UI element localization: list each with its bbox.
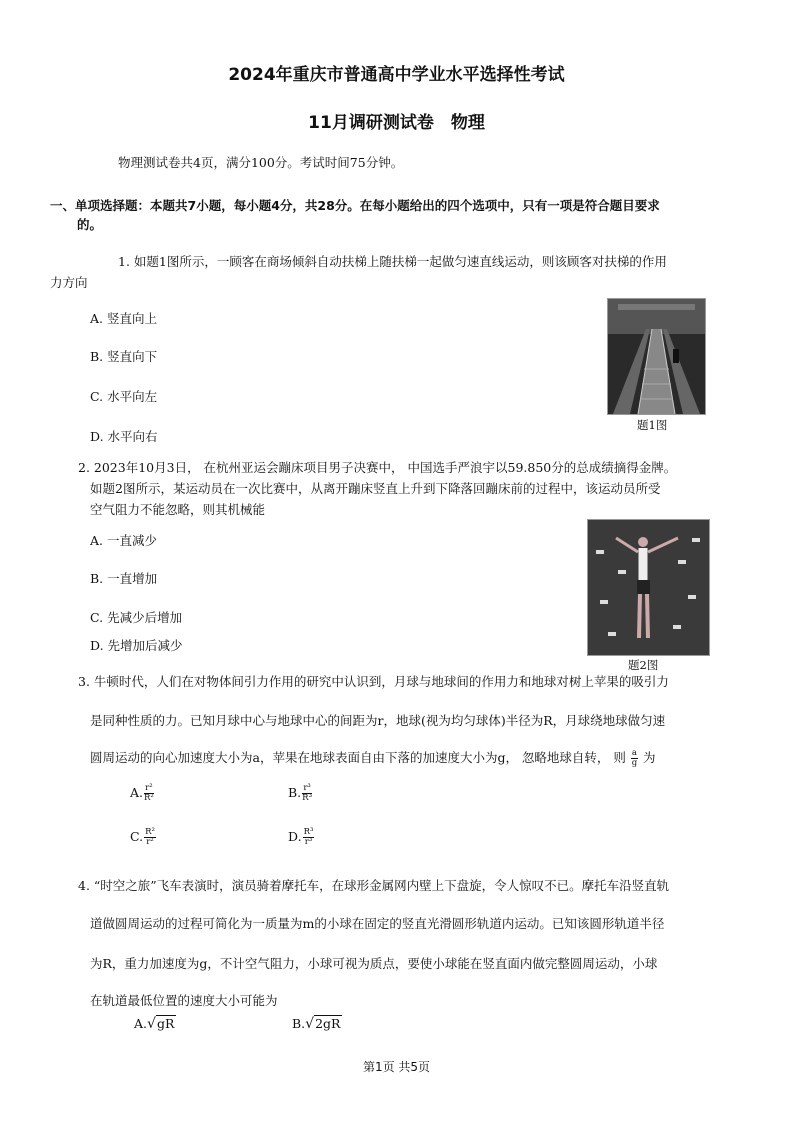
option-label: B. bbox=[292, 1016, 306, 1031]
option-fraction bbox=[144, 828, 156, 847]
q3-stem-text: 圆周运动的向心加速度大小为a，苹果在地球表面自由下落的加速度大小为g， 忽略地球自转， 则 bbox=[90, 750, 626, 765]
section-heading: 一、单项选择题：本题共7小题，每小题4分，共28分。在每小题给出的四个选项中，只有一项是符合题目要求 bbox=[50, 198, 660, 213]
trampoline-image bbox=[588, 520, 709, 655]
option-label: C. bbox=[130, 829, 144, 844]
q1-option-c: C. 水平向左 bbox=[90, 389, 158, 404]
q3-option-b bbox=[288, 784, 313, 803]
q3-option-a bbox=[130, 784, 155, 803]
q1-option-d: D. 水平向右 bbox=[90, 429, 158, 444]
option-label: D. bbox=[288, 829, 302, 844]
q2-option-a: A. 一直减少 bbox=[90, 533, 157, 548]
sqrt-radicand: gR bbox=[156, 1016, 175, 1031]
q3-stem-cont2 bbox=[90, 748, 655, 768]
option-label: B. bbox=[288, 785, 302, 800]
q4-stem-cont2: 为R，重力加速度为g，不计空气阻力，小球可视为质点，要使小球能在竖直面内做完整圆周运动，小球 bbox=[90, 956, 658, 971]
q2-option-b: B. 一直增加 bbox=[90, 571, 158, 586]
q3-option-d bbox=[288, 828, 315, 847]
page-number: 第1页 共5页 bbox=[362, 1060, 431, 1074]
q2-option-d: D. 先增加后减少 bbox=[90, 638, 183, 653]
fraction-denominator: R² bbox=[144, 793, 154, 803]
fraction-denominator: r² bbox=[146, 837, 154, 847]
option-fraction bbox=[144, 784, 154, 803]
a-over-g-fraction bbox=[631, 749, 638, 768]
q4-stem-cont1: 道做圆周运动的过程可简化为一质量为m的小球在固定的竖直光滑圆形轨道内运动。已知该圆形轨道半径 bbox=[90, 916, 665, 931]
exam-info: 物理测试卷共4页，满分100分。考试时间75分钟。 bbox=[118, 155, 404, 170]
sqrt-sign: √ bbox=[305, 1016, 315, 1032]
option-label: A. bbox=[130, 785, 144, 800]
q1-stem-cont: 力方向 bbox=[50, 275, 88, 290]
fraction-denominator: R³ bbox=[302, 793, 312, 803]
option-fraction bbox=[303, 828, 315, 847]
q2-stem-cont1: 如题2图所示，某运动员在一次比赛中，从离开蹦床竖直上升到下降落回蹦床前的过程中，该运动员所受 bbox=[90, 481, 661, 496]
q3-option-c bbox=[130, 828, 157, 847]
fraction-denominator: r³ bbox=[304, 837, 313, 847]
exam-subtitle: 11月调研测试卷 物理 bbox=[308, 113, 485, 133]
section-heading-cont: 的。 bbox=[77, 217, 103, 232]
q1-stem: 1. 如题1图所示，一顾客在商场倾斜自动扶梯上随扶梯一起做匀速直线运动，则该顾客对扶梯的作用 bbox=[118, 254, 667, 269]
fraction-numerator: R² bbox=[145, 827, 155, 837]
q3-stem: 3. 牛顿时代，人们在对物体间引力作用的研究中认识到，月球与地球间的作用力和地球对树上苹果的吸引力 bbox=[78, 674, 669, 689]
q2-option-c: C. 先减少后增加 bbox=[90, 610, 183, 625]
q4-option-b bbox=[292, 1015, 342, 1032]
fraction-numerator: r² bbox=[145, 783, 153, 793]
trampoline-photo bbox=[587, 519, 710, 656]
q1-figure-caption: 题1图 bbox=[637, 418, 668, 432]
q2-stem-cont2: 空气阻力不能忽略，则其机械能 bbox=[90, 502, 266, 517]
q4-option-a bbox=[134, 1015, 176, 1032]
q1-option-b: B. 竖直向下 bbox=[90, 349, 158, 364]
sqrt-sign: √ bbox=[147, 1016, 156, 1032]
fraction-numerator: a bbox=[631, 748, 637, 758]
q2-figure-caption: 题2图 bbox=[628, 658, 659, 672]
escalator-image bbox=[608, 299, 705, 414]
q3-stem-end: 为 bbox=[642, 750, 656, 765]
fraction-numerator: R³ bbox=[303, 827, 314, 837]
q4-stem-cont3: 在轨道最低位置的速度大小可能为 bbox=[90, 993, 278, 1008]
escalator-photo bbox=[607, 298, 706, 415]
fraction-numerator: r³ bbox=[303, 783, 311, 793]
q4-stem: 4. “时空之旅”飞车表演时，演员骑着摩托车，在球形金属网内壁上下盘旋，令人惊叹不已。摩托车沿竖直轨 bbox=[78, 878, 670, 893]
q1-option-a: A. 竖直向上 bbox=[90, 311, 157, 326]
q2-stem: 2. 2023年10月3日， 在杭州亚运会蹦床项目男子决赛中， 中国选手严浪宇以59.850分的总成绩摘得金牌。 bbox=[78, 460, 677, 475]
exam-title: 2024年重庆市普通高中学业水平选择性考试 bbox=[228, 65, 565, 85]
q3-stem-cont1: 是同种性质的力。已知月球中心与地球中心的间距为r，地球(视为均匀球体)半径为R，月球绕地球做匀速 bbox=[90, 713, 666, 728]
fraction-denominator: g bbox=[631, 758, 638, 768]
option-fraction bbox=[302, 784, 312, 803]
option-label: A. bbox=[134, 1016, 148, 1031]
sqrt-radicand: 2gR bbox=[315, 1016, 341, 1031]
